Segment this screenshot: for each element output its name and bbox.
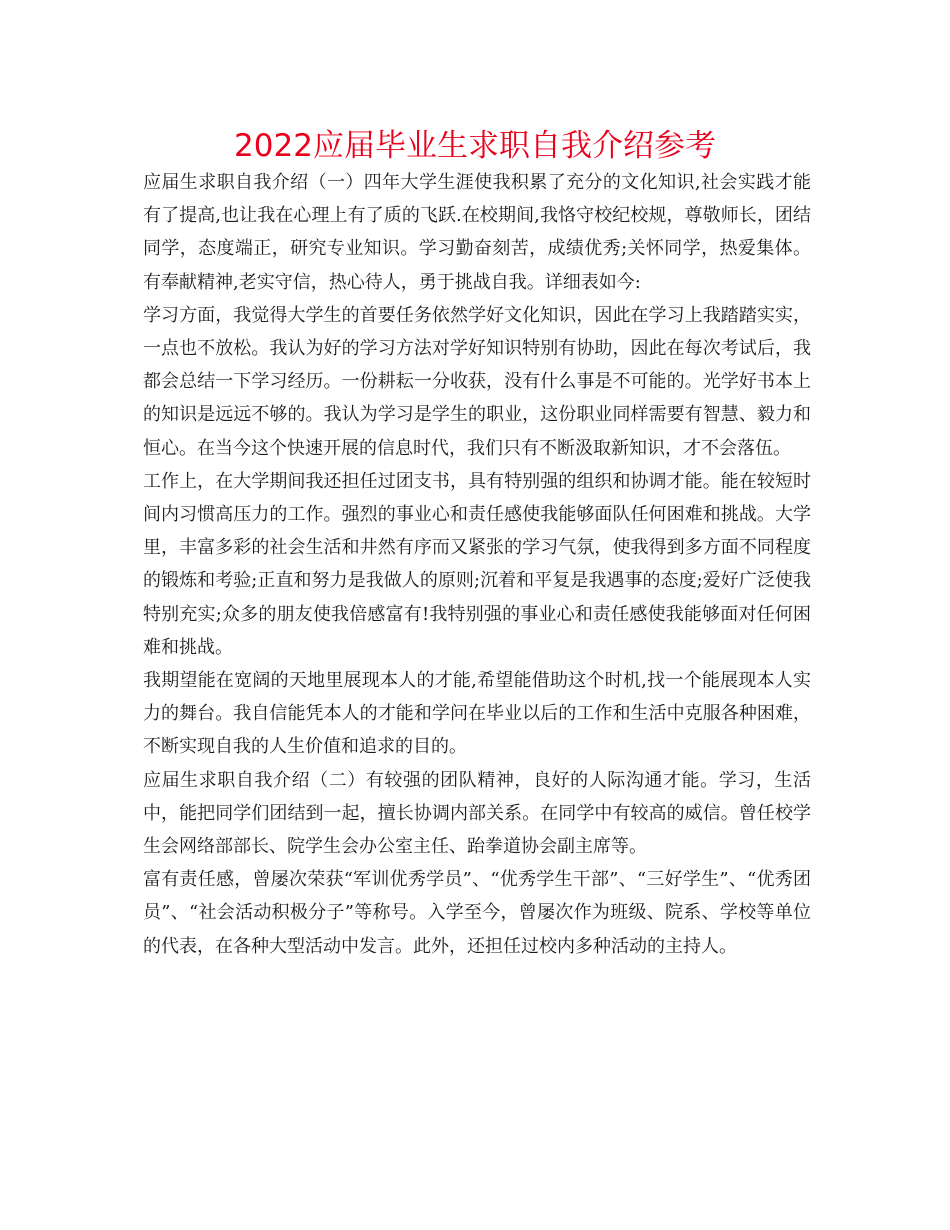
document-body — [143, 166, 811, 963]
paragraph-intro-one: 应届生求职自我介绍（一）四年大学生涯使我积累了充分的文化知识,社会实践才能有了提高,也让我在心理上有了质的飞跃.在校期间,我恪守校纪校规，尊敬师长，团结同学，态度端正，研究专业知识。学习勤奋刻苦，成绩优秀;关怀同学，热爱集体。有奉献精神,老实守信，热心待人，勇于挑战自我。详细表如今: — [143, 172, 811, 293]
paragraph-honors: 富有责任感，曾屡次荣获“军训优秀学员”、“优秀学生干部”、“三好学生”、“优秀团员”、“社会活动积极分子”等称号。入学至今，曾屡次作为班级、院系、学校等单位的代表，在各种大型活动中发言。此外，还担任过校内多种活动的主持人。 — [143, 869, 811, 957]
paragraph-study: 学习方面，我觉得大学生的首要任务依然学好文化知识，因此在学习上我踏踏实实，一点也不放松。我认为好的学习方法对学好知识特别有协助，因此在每次考试后，我都会总结一下学习经历。一份耕耘一分收获，没有什么事是不可能的。光学好书本上的知识是远远不够的。我认为学习是学生的职业，这份职业同样需要有智慧、毅力和恒心。在当今这个快速开展的信息时代，我们只有不断汲取新知识，才不会落伍。 — [143, 304, 811, 459]
paragraph-work: 工作上，在大学期间我还担任过团支书，具有特别强的组织和协调才能。能在较短时间内习惯高压力的工作。强烈的事业心和责任感使我能够面队任何困难和挑战。大学里，丰富多彩的社会生活和井然有序而又紧张的学习气氛，使我得到多方面不同程度的锻炼和考验;正直和努力是我做人的原则;沉着和平复是我遇事的态度;爱好广泛使我特别充实;众多的朋友使我倍感富有!我特别强的事业心和责任感使我能够面对任何困难和挑战。 — [143, 470, 811, 658]
paragraph-intro-two: 应届生求职自我介绍（二）有较强的团队精神，良好的人际沟通才能。学习，生活中，能把同学们团结到一起，擅长协调内部关系。在同学中有较高的威信。曾任校学生会网络部部长、院学生会办公室主任、跆拳道协会副主席等。 — [143, 769, 811, 858]
document-title: 2022应届毕业生求职自我介绍参考 — [234, 128, 716, 164]
paragraph-expectation: 我期望能在宽阔的天地里展现本人的才能,希望能借助这个时机,找一个能展现本人实力的舞台。我自信能凭本人的才能和学问在毕业以后的工作和生活中克服各种困难，不断实现自我的人生价值和追求的目的。 — [143, 670, 811, 758]
